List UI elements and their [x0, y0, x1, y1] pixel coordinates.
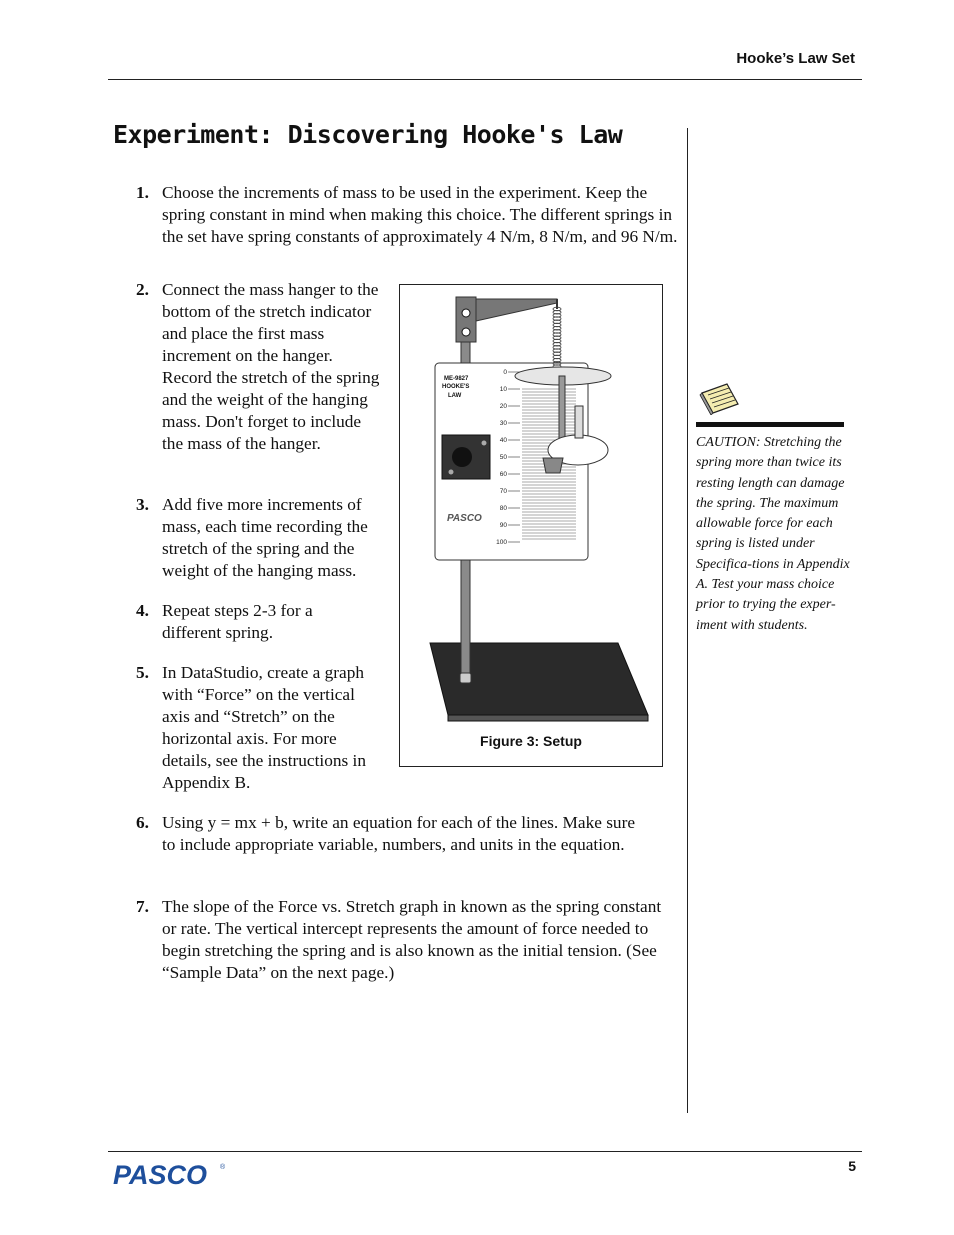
figure-caption: Figure 3: Setup — [480, 733, 582, 749]
screw-icon — [482, 441, 487, 446]
running-header: Hooke’s Law Set — [736, 50, 855, 67]
margin-divider — [687, 128, 688, 1113]
scale-tick-label: 40 — [499, 437, 507, 444]
step-text: Using y = mx + b, write an equation for each of the lines. Make sure to include appropriate variable, numbers, and units in the equation. — [162, 813, 635, 854]
apparatus-name-label: HOOKE'S — [442, 384, 470, 390]
apparatus-name-label: LAW — [448, 393, 462, 399]
step-text: Repeat steps 2-3 for a different spring. — [162, 601, 313, 642]
footer-divider — [108, 1151, 862, 1152]
screw-icon — [449, 470, 454, 475]
arm — [476, 299, 557, 321]
scale-tick-label: 50 — [499, 454, 507, 461]
step-text: Choose the increments of mass to be used in the experiment. Keep the spring constant in mind when making this choice. The different springs in the set have spring constants of approximately 4 N/m, 8 N/m, and 96 N/m. — [162, 183, 678, 246]
spring — [553, 307, 561, 368]
step-5 — [136, 662, 386, 794]
step-number: 6. — [136, 813, 149, 832]
scale-tick-label: 60 — [499, 471, 507, 478]
screw-icon — [462, 309, 470, 317]
screw-icon — [462, 328, 470, 336]
step-number: 1. — [136, 183, 149, 202]
step-6 — [136, 812, 648, 856]
pasco-logo-small: PASCO — [447, 513, 482, 524]
svg-text:®: ® — [220, 1164, 226, 1171]
mass-hanger-post — [575, 406, 583, 438]
clamp-knob — [452, 447, 472, 467]
page-title: Experiment: Discovering Hooke's Law — [113, 120, 623, 149]
scale-tick-label: 100 — [496, 539, 507, 546]
svg-text:PASCO: PASCO — [113, 1160, 208, 1188]
page-number: 5 — [848, 1158, 856, 1174]
step-text: In DataStudio, create a graph with “Force” on the vertical axis and “Stretch” on the horizontal axis. For more details, see the instructions in Appendix B. — [162, 663, 366, 792]
step-1 — [136, 182, 686, 248]
scale-tick-label: 80 — [499, 505, 507, 512]
step-number: 3. — [136, 495, 149, 514]
hanger-bottom — [543, 458, 563, 473]
step-number: 7. — [136, 897, 149, 916]
hookes-law-apparatus-illustration — [400, 285, 662, 730]
step-4 — [136, 600, 336, 644]
pasco-logo — [112, 1160, 232, 1188]
step-number: 4. — [136, 601, 149, 620]
step-3 — [136, 494, 386, 582]
step-text: The slope of the Force vs. Stretch graph in known as the spring constant or rate. The vertical intercept represents the amount of force needed to begin stretching the spring and is also known as the initial tension. (See “Sample Data” on the next page.) — [162, 897, 662, 982]
step-7 — [136, 896, 666, 984]
scale-tick-label: 20 — [499, 403, 507, 410]
scale-tick-label: 30 — [499, 420, 507, 427]
step-number: 2. — [136, 280, 149, 299]
notepad-icon — [699, 381, 741, 415]
base-plate-edge — [448, 715, 648, 721]
step-text: Connect the mass hanger to the bottom of the stretch indicator and place the first mass increment on the hanger. Record the stretch of the spring and the weight of the hanging mass. Don't forget to include the mass of the hanger. — [162, 280, 380, 453]
rod-foot — [460, 673, 471, 683]
note-divider — [696, 422, 844, 427]
scale-tick-label: 70 — [499, 488, 507, 495]
step-2 — [136, 279, 386, 455]
step-number: 5. — [136, 663, 149, 682]
scale-tick-label: 90 — [499, 522, 507, 529]
apparatus-model-label: ME-9827 — [444, 376, 469, 382]
step-text: Add five more increments of mass, each time recording the stretch of the spring and the weight of the hanging mass. — [162, 495, 368, 580]
scale-tick-label: 0 — [503, 369, 507, 376]
scale-tick-label: 10 — [499, 386, 507, 393]
header-divider — [108, 79, 862, 80]
caution-note: CAUTION: Stretching the spring more than twice its resting length can damage the spring. The maximum allowable force for each spring is listed under Specifica-tions in Appendix A. Test your mass choice prior to trying the exper-iment with students. — [696, 435, 850, 633]
